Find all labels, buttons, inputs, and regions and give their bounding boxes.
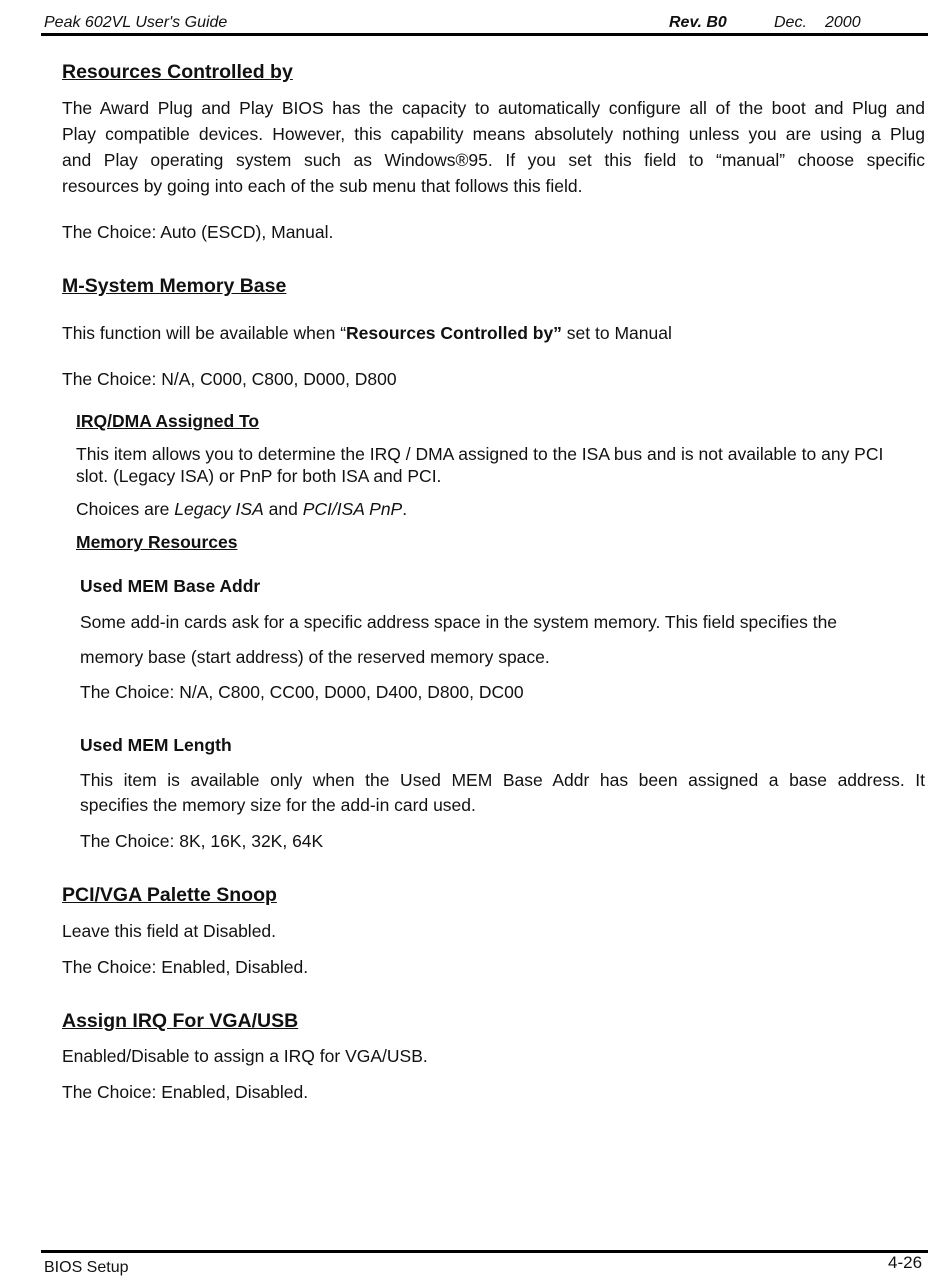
msystem-choice: The Choice: N/A, C000, C800, D000, D800 (62, 369, 397, 389)
irqdma-line-1: This item allows you to determine the IRQ / DMA assigned to the ISA bus and is not available to any PCI (76, 444, 884, 464)
resources-choice: The Choice: Auto (ESCD), Manual. (62, 222, 334, 242)
msystem-desc-bold: Resources Controlled by” (346, 323, 562, 343)
header-guide-title: Peak 602VL User's Guide (44, 14, 228, 31)
usedbase-line-1: Some add-in cards ask for a specific address space in the system memory. This field specifies the (80, 612, 838, 632)
header-date-year: 2000 (825, 14, 861, 31)
assignirq-description: Enabled/Disable to assign a IRQ for VGA/USB. (62, 1046, 428, 1066)
irqdma-choices-pre: Choices are (76, 499, 175, 519)
usedbase-choice: The Choice: N/A, C800, CC00, D000, D400, D800, DC00 (80, 682, 524, 702)
header-rule (41, 33, 928, 36)
footer-rule (41, 1250, 928, 1253)
msystem-description (62, 323, 672, 344)
assignirq-choice: The Choice: Enabled, Disabled. (62, 1082, 309, 1102)
usedlen-choice: The Choice: 8K, 16K, 32K, 64K (80, 831, 324, 851)
resources-line-3: and Play operating system such as Windows®95. If you set this field to “manual” choose specific (62, 150, 925, 170)
pcivga-description: Leave this field at Disabled. (62, 921, 277, 941)
section-title-assign-irq: Assign IRQ For VGA/USB (62, 1010, 299, 1032)
irqdma-choices-mid: and (263, 499, 303, 519)
irqdma-choices (76, 499, 407, 520)
usedlen-line-2: specifies the memory size for the add-in card used. (80, 795, 476, 815)
resources-line-1: The Award Plug and Play BIOS has the capacity to automatically configure all of the boot and Plug and (62, 98, 925, 118)
section-title-memory-resources: Memory Resources (76, 532, 238, 552)
irqdma-choice-pnp: PCI/ISA PnP (302, 499, 403, 519)
resources-line-4: resources by going into each of the sub menu that follows this field. (62, 176, 583, 196)
section-title-pcivga: PCI/VGA Palette Snoop (62, 884, 277, 906)
msystem-desc-post: set to Manual (561, 323, 672, 343)
msystem-desc-pre: This function will be available when “ (62, 323, 347, 343)
section-title-resources: Resources Controlled by (62, 61, 293, 83)
pcivga-choice: The Choice: Enabled, Disabled. (62, 957, 309, 977)
section-title-msystem: M-System Memory Base (62, 275, 287, 297)
resources-line-2: Play compatible devices. However, this capability means absolutely nothing unless you are using a Plug (62, 124, 925, 144)
footer-section: BIOS Setup (44, 1259, 129, 1276)
header-revision: Rev. B0 (669, 14, 727, 31)
usedlen-line-1: This item is available only when the Used MEM Base Addr has been assigned a base address. It (80, 770, 925, 790)
irqdma-line-2: slot. (Legacy ISA) or PnP for both ISA and PCI. (76, 466, 442, 486)
usedbase-line-2: memory base (start address) of the reserved memory space. (80, 647, 550, 667)
irqdma-choices-post: . (402, 499, 408, 519)
section-title-used-mem-base: Used MEM Base Addr (80, 576, 261, 596)
section-title-irqdma: IRQ/DMA Assigned To (76, 411, 260, 431)
footer-page-number: 4-26 (888, 1253, 923, 1272)
section-title-used-mem-length: Used MEM Length (80, 735, 232, 755)
irqdma-choice-legacy: Legacy ISA (174, 499, 264, 519)
header-date-month: Dec. (774, 14, 807, 31)
